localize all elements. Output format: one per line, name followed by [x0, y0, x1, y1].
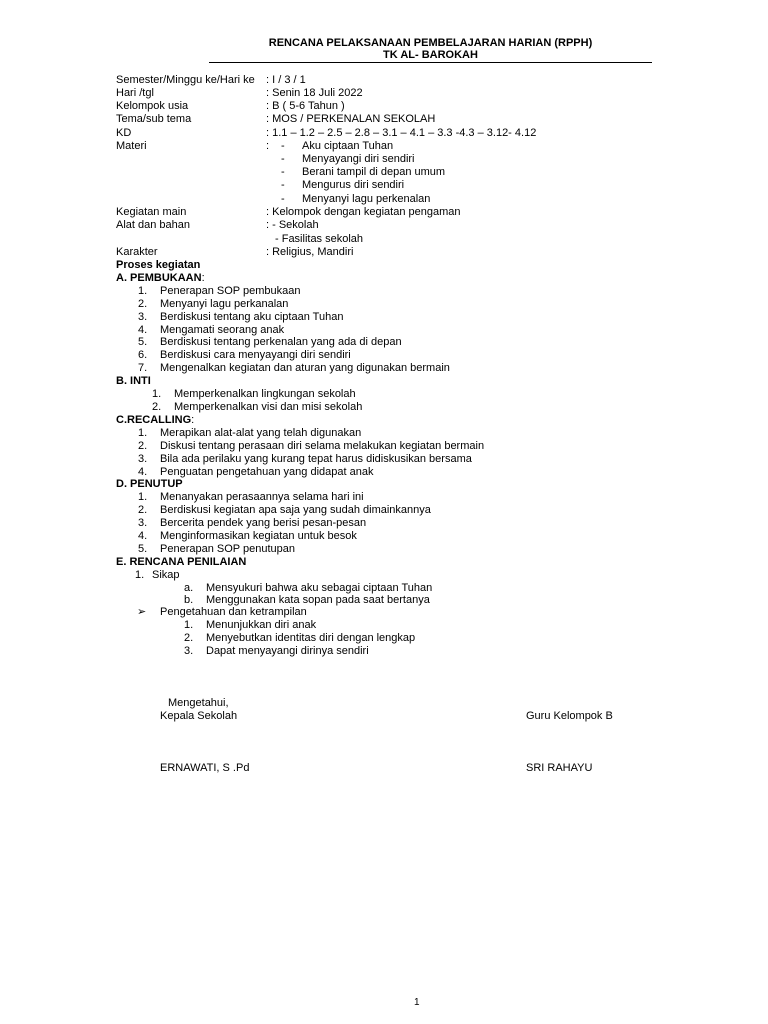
- list-item: Menyanyi lagu perkanalan: [160, 298, 289, 310]
- list-number: 7.: [138, 362, 148, 374]
- sikap-label: Sikap: [152, 569, 180, 581]
- list-item: Menginformasikan kegiatan untuk besok: [160, 530, 357, 542]
- list-item: Penerapan SOP penutupan: [160, 543, 295, 555]
- list-item: Memperkenalkan lingkungan sekolah: [174, 388, 356, 400]
- school-name: TK AL- BAROKAH: [383, 49, 478, 61]
- section-a-heading: A. PEMBUKAAN:: [116, 272, 205, 284]
- list-item: Merapikan alat-alat yang telah digunakan: [160, 427, 362, 439]
- section-c-title: C.RECALLING: [116, 414, 192, 426]
- pengetahuan-item: Menunjukkan diri anak: [206, 619, 317, 631]
- materi-item: Aku ciptaan Tuhan: [302, 140, 394, 152]
- guru-title: Guru Kelompok B: [526, 710, 613, 722]
- list-item: Bercerita pendek yang berisi pesan-pesan: [160, 517, 367, 529]
- section-b-title: B. INTI: [116, 375, 151, 387]
- hari-label: Hari /tgl: [116, 87, 154, 99]
- kegiatan-label: Kegiatan main: [116, 206, 187, 218]
- list-item: Bila ada perilaku yang kurang tepat harus didiskusikan bersama: [160, 453, 472, 465]
- tema-label: Tema/sub tema: [116, 113, 192, 125]
- sikap-item: Menggunakan kata sopan pada saat bertanya: [206, 594, 430, 606]
- materi-item: Mengurus diri sendiri: [302, 179, 405, 191]
- kd-value: : 1.1 – 1.2 – 2.5 – 2.8 – 3.1 – 4.1 – 3.3 -4.3 – 3.12- 4.12: [266, 127, 537, 139]
- section-a-title: A. PEMBUKAAN: [116, 272, 202, 284]
- section-d-title: D. PENUTUP: [116, 478, 183, 490]
- guru-name: SRI RAHAYU: [526, 762, 593, 774]
- title-underline: [209, 62, 652, 63]
- materi-dash: -: [281, 153, 285, 165]
- list-item: Penerapan SOP pembukaan: [160, 285, 301, 297]
- alat-value-2: - Fasilitas sekolah: [275, 233, 364, 245]
- section-e-title: E. RENCANA PENILAIAN: [116, 556, 247, 568]
- list-number: 3.: [138, 517, 148, 529]
- document-title: RENCANA PELAKSANAAN PEMBELAJARAN HARIAN (RPPH): [268, 37, 593, 49]
- list-item: Berdiskusi kegiatan apa saja yang sudah dimainkannya: [160, 504, 431, 516]
- list-item: Berdiskusi tentang perkenalan yang ada di depan: [160, 336, 402, 348]
- list-number: 3.: [138, 311, 148, 323]
- materi-dash: -: [281, 193, 285, 205]
- list-item: Berdiskusi tentang aku ciptaan Tuhan: [160, 311, 344, 323]
- alat-label: Alat dan bahan: [116, 219, 191, 231]
- list-item: Berdiskusi cara menyayangi diri sendiri: [160, 349, 351, 361]
- materi-dash: -: [281, 166, 285, 178]
- kepala-sekolah-title: Kepala Sekolah: [160, 710, 238, 722]
- kepala-sekolah-name: ERNAWATI, S .Pd: [160, 762, 250, 774]
- sikap-item: Mensyukuri bahwa aku sebagai ciptaan Tuhan: [206, 582, 433, 594]
- list-number: 2.: [138, 298, 148, 310]
- materi-label: Materi: [116, 140, 147, 152]
- materi-dash: -: [281, 140, 285, 152]
- list-number: 1.: [138, 285, 148, 297]
- list-number: 6.: [138, 349, 148, 361]
- list-number: 1.: [138, 427, 148, 439]
- pengetahuan-item: Dapat menyayangi dirinya sendiri: [206, 645, 369, 657]
- list-number: 1.: [152, 388, 162, 400]
- arrow-bullet-icon: ➢: [137, 606, 147, 618]
- materi-colon: :: [266, 140, 270, 152]
- kelompok-value: : B ( 5-6 Tahun ): [266, 100, 345, 112]
- section-c-heading: C.RECALLING:: [116, 414, 195, 426]
- hari-value: : Senin 18 Juli 2022: [266, 87, 363, 99]
- list-item: Diskusi tentang perasaan diri selama melakukan kegiatan bermain: [160, 440, 485, 452]
- karakter-value: : Religius, Mandiri: [266, 246, 354, 258]
- list-letter: a.: [184, 582, 194, 594]
- list-number: 4.: [138, 466, 148, 478]
- tema-value: : MOS / PERKENALAN SEKOLAH: [266, 113, 436, 125]
- list-number: 1.: [184, 619, 194, 631]
- pengetahuan-item: Menyebutkan identitas diri dengan lengkap: [206, 632, 416, 644]
- list-item: Mengamati seorang anak: [160, 324, 285, 336]
- list-number: 4.: [138, 324, 148, 336]
- list-number: 2.: [138, 504, 148, 516]
- list-number: 2.: [152, 401, 162, 413]
- proses-title: Proses kegiatan: [116, 259, 201, 271]
- materi-item: Menyayangi diri sendiri: [302, 153, 415, 165]
- list-item: Menanyakan perasaannya selama hari ini: [160, 491, 364, 503]
- kegiatan-value: : Kelompok dengan kegiatan pengaman: [266, 206, 461, 218]
- page-number: 1: [414, 997, 420, 1008]
- list-number: 2.: [138, 440, 148, 452]
- materi-dash: -: [281, 179, 285, 191]
- pengetahuan-label: Pengetahuan dan ketrampilan: [160, 606, 307, 618]
- karakter-label: Karakter: [116, 246, 158, 258]
- alat-value: : - Sekolah: [266, 219, 319, 231]
- materi-item: Menyanyi lagu perkenalan: [302, 193, 431, 205]
- list-item: Memperkenalkan visi dan misi sekolah: [174, 401, 363, 413]
- materi-item: Berani tampil di depan umum: [302, 166, 446, 178]
- semester-value: : I / 3 / 1: [266, 74, 306, 86]
- list-letter: b.: [184, 594, 194, 606]
- mengetahui-text: Mengetahui,: [168, 697, 229, 709]
- list-item: Penguatan pengetahuan yang didapat anak: [160, 466, 374, 478]
- list-number: 5.: [138, 336, 148, 348]
- kd-label: KD: [116, 127, 132, 139]
- list-number: 4.: [138, 530, 148, 542]
- semester-label: Semester/Minggu ke/Hari ke: [116, 74, 255, 86]
- list-number: 5.: [138, 543, 148, 555]
- list-number: 1.: [138, 491, 148, 503]
- list-number: 1.: [135, 569, 145, 581]
- list-number: 2.: [184, 632, 194, 644]
- list-item: Mengenalkan kegiatan dan aturan yang digunakan bermain: [160, 362, 450, 374]
- kelompok-label: Kelompok usia: [116, 100, 189, 112]
- list-number: 3.: [138, 453, 148, 465]
- list-number: 3.: [184, 645, 194, 657]
